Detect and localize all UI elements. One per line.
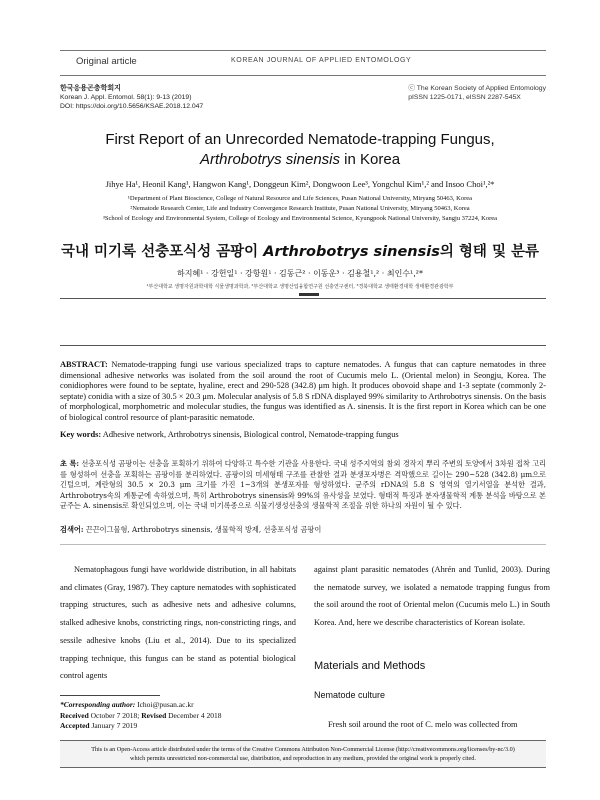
copyright-block — [408, 84, 546, 102]
accepted — [60, 721, 221, 732]
body-paragraph-3: Fresh soil around the root of C. melo was collected from — [328, 720, 518, 729]
abstract-text: Nematode-trapping fungi use various specialized traps to capture nematodes. A fungus that can capture nematodes in three dimensional adhesive networks was isolated from the soil around the root of Cucumis melo L. (Oriental melon) in Seongju, Korea. The conidiophores were found to be septate, hyaline, erect and 290-528 (342.8) μm high. It produces obovoid shape and 1-3 septate (commonly 2-septate) conidia with a size of 30.5 × 20.3 μm. Molecular analysis of 5.8 S rDNA displayed 99% similarity to Arthrobotrys sinensis. On the basis of morphological, morphometric and molecular studies, the fungus was identified as A. sinensis. It is the first report in Korea which can be one of biological control resource of plant-parasitic nematode. — [60, 360, 546, 422]
korean-affiliations: ¹부산대학교 생명자원과학대학 식물생명과학과, ²부산대학교 생명산업융합연구원 선충연구센터, ³경북대학교 생태환경대학 생태환경관광학부 — [146, 284, 454, 290]
korean-title-prefix: 국내 미기록 선충포식성 곰팡이 — [60, 244, 264, 260]
korean-title-species: Arthrobotrys sinensis — [263, 244, 440, 260]
korean-keywords-label: 검색어: — [60, 525, 84, 534]
citation: Korean J. Appl. Entomol. 58(1): 9-13 (2019) — [60, 94, 192, 101]
citation-block — [60, 84, 203, 111]
divider-top — [60, 298, 546, 299]
journal-korean: 한국응용곤충학회지 — [60, 85, 121, 92]
title-line-1: First Report of an Unrecorded Nematode-trapping Fungus, — [105, 131, 495, 148]
accepted-label: Accepted — [60, 721, 90, 730]
corresponding-email[interactable]: Ichoi@pusan.ac.kr — [135, 700, 194, 709]
body-paragraph-1: Nematophagous fungi have worldwide distribution, in all habitats and climates (Gray, 1987). They capture nematodes with sophisticated trapping structures, such as adhesive nets and adhesive columns, stalked adhesive knobs, constricting rings, non-constricting rings, and sessile adhesive knobs (Liu et al., 2014). Due to its specialized trapping technique, this fungus can be stand as potential biological control agents — [60, 565, 296, 681]
affiliation-3: ³School of Ecology and Environmental System, College of Ecology and Environmental Science, Kyungpook National University, Sangju 37224, Korea — [102, 215, 498, 222]
corresponding-author — [60, 700, 221, 711]
korean-keywords — [60, 525, 546, 535]
authors: Jihye Ha¹, Heonil Kang¹, Hangwon Kang¹, Donggeun Kim², Dongwoon Lee³, Yongchul Kim¹,² and Insoo Choi¹,²* — [105, 179, 495, 189]
received-label: Received — [60, 710, 89, 720]
footnote-rule — [60, 695, 160, 696]
korean-abstract-label: 초 록: — [60, 459, 80, 468]
keywords-text: Adhesive network, Arthrobotrys sinensis, Biological control, Nematode-trapping fungus — [101, 430, 399, 439]
korean-title-suffix: 의 형태 및 분류 — [439, 244, 540, 260]
affiliation-2: ²Nematode Research Center, Life and Industry Convergence Research Institute, Pusan National University, Miryang 50463, Korea — [130, 205, 470, 212]
journal-name-header: KOREAN JOURNAL OF APPLIED ENTOMOLOGY — [231, 57, 412, 64]
abstract-label: ABSTRACT: — [60, 360, 108, 369]
footnote — [60, 700, 221, 732]
affiliation-1: ¹Department of Plant Bioscience, College of Natural Resource and Life Sciences, Pusan National University, Miryang 50463, Korea — [127, 195, 473, 202]
korean-abstract — [60, 459, 546, 512]
korean-authors: 하지혜¹ · 강헌일¹ · 강항원¹ · 김동근² · 이동운³ · 김용철¹,² · 최인수¹,²* — [176, 269, 423, 278]
divider-body — [60, 544, 546, 545]
subsection-heading: Nematode culture — [314, 690, 386, 700]
body-column-right — [314, 561, 550, 632]
korean-title — [0, 240, 600, 261]
corresponding-label: *Corresponding author: — [60, 700, 136, 709]
revised-date: December 4 2018 — [166, 710, 222, 720]
doi[interactable]: DOI: https://doi.org/10.5656/KSAE.2018.12.047 — [60, 103, 204, 110]
received-revised — [60, 711, 221, 722]
body-column-left — [60, 561, 296, 685]
open-access-notice — [60, 740, 546, 768]
section-heading: Materials and Methods — [314, 660, 426, 672]
open-access-line-2: which permits unrestricted non-commercial use, distribution, and reproduction in any medium, provided the original work is properly cited. — [130, 755, 476, 762]
divider-abstract — [60, 345, 546, 346]
body-paragraph-2: against plant parasitic nematodes (Ahrén and Tunlid, 2003). During the nematode survey, we isolated a nematode trapping fungus from the soil around the root of Oriental melon (Cucumis melo L.) in South Korea. And, here we describe characteristics of Korean isolate. — [314, 565, 550, 628]
abstract — [60, 360, 546, 424]
accepted-date: January 7 2019 — [89, 721, 138, 730]
title-species: Arthrobotrys sinensis — [199, 151, 340, 168]
keywords — [60, 430, 546, 439]
title-line-2 — [0, 151, 600, 168]
issn: pISSN 1225-0171, eISSN 2287-545X — [408, 94, 521, 101]
copyright: ⓒ The Korean Society of Applied Entomology — [408, 85, 546, 92]
open-access-line-1: This is an Open-Access article distributed under the terms of the Creative Commons Attribution Non-Commercial License (http://creativecommons.org/licenses/by-nc/3.0) — [91, 746, 515, 753]
title-suffix: in Korea — [340, 151, 401, 168]
keywords-label: Key words: — [60, 430, 102, 439]
revised-label: Revised — [141, 710, 167, 720]
divider-mark — [299, 293, 319, 296]
article-type: Original article — [76, 56, 137, 67]
korean-keywords-text: 끈끈이그물형, Arthrobotrys sinensis, 생물학적 방제, 선충포식성 곰팡이 — [83, 525, 322, 534]
received-date: October 7 2018; — [88, 710, 142, 720]
korean-abstract-text: 선충포식성 곰팡이는 선충을 포획하기 위하여 다양하고 특수한 기관을 사용한다. 국내 성주지역의 참외 경작지 뿌리 주변의 토양에서 3차원 접착 고리를 형성하여 선충을 포획하는 곰팡이를 분리하였다. 곰팡이의 미세형태 구조를 관찰한 결과 분생포자병은 격막했으로 길이는 290~528 (342.8) μm으로 긴털으며, 계란형의 30.5 × 20.3 μm 크기를 가진 1~3개의 분생포자를 형성하였다. 균주의 rDNA의 5.8 S 영역의 열기서열을 분석한 결과, Arthrobotrys속의 계통군에 속하였으며, 특히 Arthrobotrys sinensis와 99%의 유사성을 보였다. 형태적 특징과 분자생물학적 계통 분석을 바탕으로 본 균주는 A. sinensis로 확인되었으며, 이는 국내 미기록종으로 식물기생성선충의 생물학적 조절을 위한 하나의 자원이 될 수 있다. — [60, 459, 546, 511]
